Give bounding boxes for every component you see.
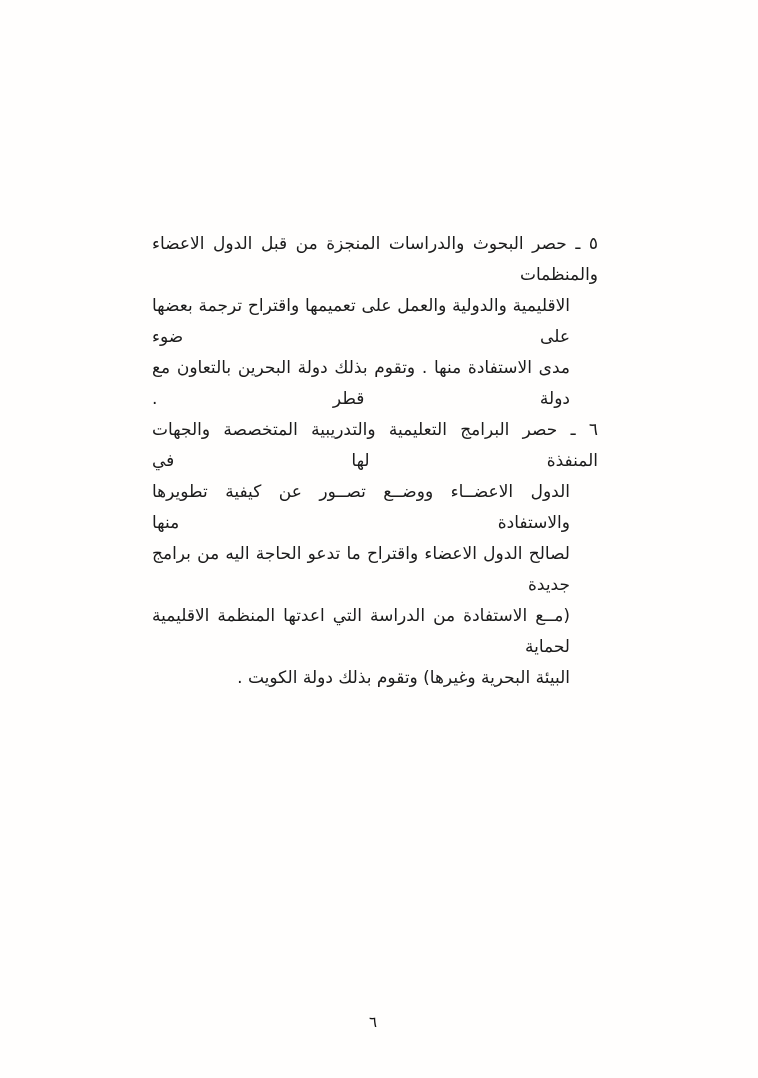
text-line <box>152 415 598 477</box>
list-item-6 <box>152 415 598 694</box>
page-number: ٦ <box>368 1013 378 1031</box>
text-line: لصالح الدول الاعضاء واقتراح ما تدعو الحاجة اليه من برامج جديدة <box>152 544 570 595</box>
item-number-5: ٥ ـ <box>575 234 599 254</box>
body-text-block <box>152 229 598 694</box>
text-line-content: حصر البحوث والدراسات المنجزة من قبل الدول الاعضاء والمنظمات <box>152 234 598 285</box>
text-line: البيئة البحرية وغيرها) وتقوم بذلك دولة الكويت . <box>237 668 570 688</box>
text-line: مدى الاستفادة منها . وتقوم بذلك دولة البحرين بالتعاون مع دولة قطر . <box>152 358 570 409</box>
item-number-6: ٦ ـ <box>570 420 598 440</box>
list-item-5 <box>152 229 598 415</box>
text-line: (مــع الاستفادة من الدراسة التي اعدتها المنظمة الاقليمية لحماية <box>152 606 570 657</box>
page-footer <box>0 1012 758 1031</box>
text-line: الاقليمية والدولية والعمل على تعميمها واقتراح ترجمة بعضها على ضوء <box>152 296 570 347</box>
text-line <box>152 229 598 291</box>
text-line-content: حصر البرامج التعليمية والتدريبية المتخصصة والجهات المنفذة لها في <box>152 420 598 471</box>
text-line: الدول الاعضــاء ووضــع تصــور عن كيفية تطويرها والاستفادة منها <box>152 482 570 533</box>
